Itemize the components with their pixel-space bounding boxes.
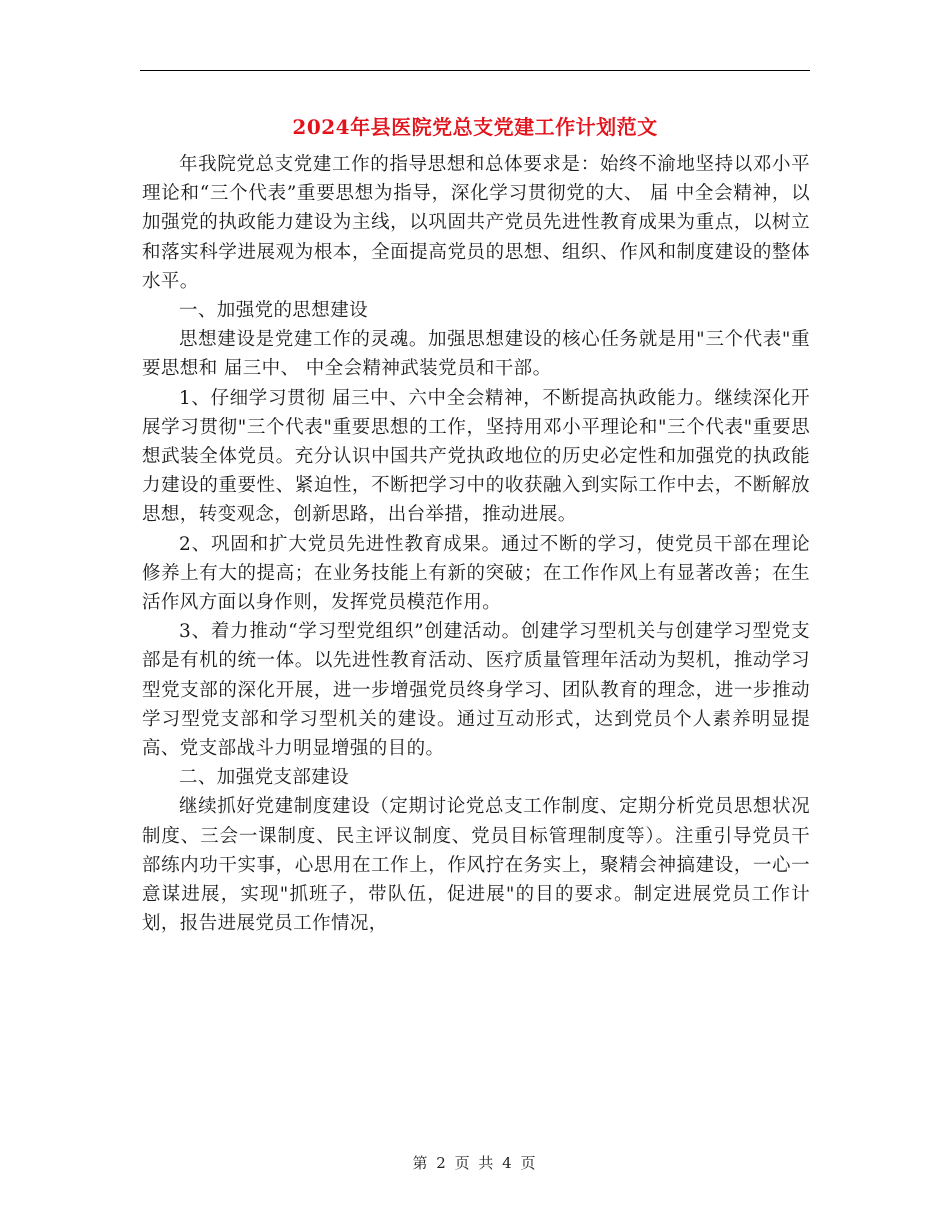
section-heading-1: 一、加强党的思想建设 (179, 300, 369, 322)
document-body (142, 150, 810, 938)
paragraph-intro: 年我院党总支党建工作的指导思想和总体要求是：始终不渝地坚持以邓小平理论和“三个代表”重要思想为指导，深化学习贯彻党的大、 届 中全会精神，以加强党的执政能力建设为主线，以巩固共产党员先进性教育成果为重点，以树立和落实科学进展观为根本，全面提高党员的思想、组织、作风和制度建设的整体水平。 (142, 154, 810, 292)
page-number-footer: 第 2 页 共 4 页 (412, 1154, 538, 1172)
paragraph-item-3: 3、着力推动“学习型党组织”创建活动。创建学习型机关与创建学习型党支部是有机的统一体。以先进性教育活动、医疗质量管理年活动为契机，推动学习型党支部的深化开展，进一步增强党员终身学习、团队教育的理念，进一步推动学习型党支部和学习型机关的建设。通过互动形式，达到党员个人素养明显提高、党支部战斗力明显增强的目的。 (142, 621, 810, 760)
header-rule (140, 70, 810, 71)
paragraph-branch-building: 继续抓好党建制度建设（定期讨论党总支工作制度、定期分析党员思想状况制度、三会一课制度、民主评议制度、党员目标管理制度等）。注重引导党员干部练内功干实事，心思用在工作上，作风拧在务实上，聚精会神搞建设，一心一意谋进展，实现"抓班子，带队伍，促进展"的目的要求。制定进展党员工作计划，报告进展党员工作情况， (142, 796, 810, 935)
paragraph-thought-building: 思想建设是党建工作的灵魂。加强思想建设的核心任务就是用"三个代表"重要思想和 届三中、 中全会精神武装党员和干部。 (142, 329, 810, 380)
document-title: 2024年县医院党总支党建工作计划范文 (292, 115, 658, 139)
section-heading-2: 二、加强党支部建设 (179, 767, 350, 789)
paragraph-item-1: 1、仔细学习贯彻 届三中、六中全会精神，不断提高执政能力。继续深化开展学习贯彻"三个代表"重要思想的工作，坚持用邓小平理论和"三个代表"重要思想武装全体党员。充分认识中国共产党执政地位的历史必定性和加强党的执政能力建设的重要性、紧迫性，不断把学习中的收获融入到实际工作中去，不断解放思想，转变观念，创新思路，出台举措，推动进展。 (142, 387, 810, 526)
paragraph-item-2: 2、巩固和扩大党员先进性教育成果。通过不断的学习，使党员干部在理论修养上有大的提高；在业务技能上有新的突破；在工作作风上有显著改善；在生活作风方面以身作则，发挥党员模范作用。 (142, 533, 810, 614)
